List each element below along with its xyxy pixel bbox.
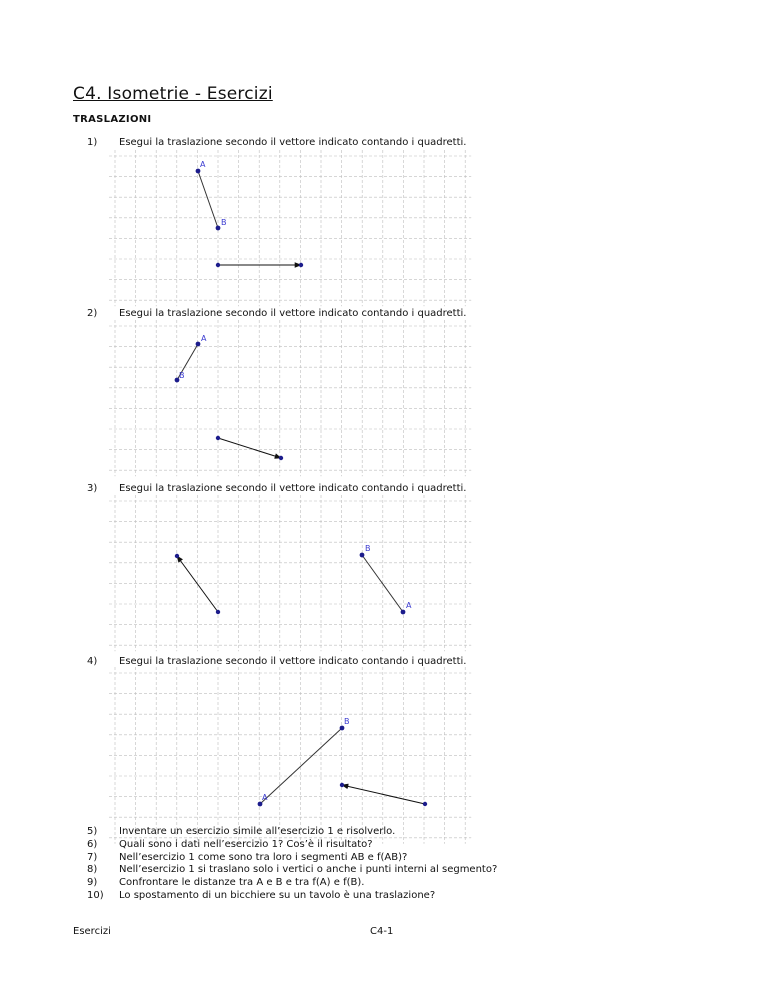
page-number: C4-1 <box>370 926 394 937</box>
list-item <box>87 864 497 877</box>
grid-1 <box>109 150 471 306</box>
point-a <box>196 342 201 347</box>
label-a: A <box>262 793 268 802</box>
page-title: C4. Isometrie - Esercizi <box>73 84 273 104</box>
translation-vector <box>342 785 425 804</box>
question-text: Nell’esercizio 1 si traslano solo i vertici o anche i punti interni al segmento? <box>119 864 498 876</box>
figure-2 <box>175 334 284 460</box>
label-a: A <box>200 160 206 169</box>
exercise-text: Esegui la traslazione secondo il vettore indicato contando i quadretti. <box>119 308 467 319</box>
vector-tail-point <box>216 263 220 267</box>
segment-ab <box>260 728 342 804</box>
list-item <box>87 877 497 890</box>
label-b: B <box>365 544 371 553</box>
question-text: Confrontare le distanze tra A e B e tra f(A) e f(B). <box>119 877 365 889</box>
question-number: 5) <box>87 826 98 837</box>
segment-ab <box>198 171 218 228</box>
point-a <box>258 802 263 807</box>
exercise-number: 2) <box>87 308 98 319</box>
translation-vector <box>218 438 281 458</box>
list-item <box>87 890 497 903</box>
vector-tail-point <box>216 610 220 614</box>
label-b: B <box>344 717 350 726</box>
figure-1 <box>196 160 304 267</box>
grid-2 <box>109 320 471 476</box>
point-a <box>196 169 201 174</box>
question-text: Nell’esercizio 1 come sono tra loro i segmenti AB e f(AB)? <box>119 851 408 863</box>
point-b <box>216 226 221 231</box>
question-number: 9) <box>87 877 98 889</box>
vector-tail-point <box>216 436 220 440</box>
footer-label: Esercizi <box>73 926 111 937</box>
grid-3 <box>109 495 471 651</box>
question-text: Inventare un esercizio simile all’esercizio 1 e risolverlo. <box>119 826 396 837</box>
list-item <box>87 826 497 839</box>
point-b <box>360 553 365 558</box>
label-a: A <box>406 601 412 610</box>
vector-tail-point <box>423 802 427 806</box>
question-text: Lo spostamento di un bicchiere su un tavolo è una traslazione? <box>119 889 436 901</box>
question-text: Quali sono i dati nell’esercizio 1? Cos’è il risultato? <box>119 838 373 850</box>
question-list <box>87 826 497 903</box>
exercise-number: 3) <box>87 483 98 494</box>
vector-head-point <box>279 456 283 460</box>
question-number: 7) <box>87 851 98 863</box>
vector-head-point <box>175 554 179 558</box>
exercise-text: Esegui la traslazione secondo il vettore indicato contando i quadretti. <box>119 137 467 148</box>
exercise-number: 1) <box>87 137 98 148</box>
exercise-text: Esegui la traslazione secondo il vettore indicato contando i quadretti. <box>119 656 467 667</box>
list-item <box>87 852 497 865</box>
label-b: B <box>179 371 185 380</box>
question-number: 6) <box>87 838 98 850</box>
exercise-text: Esegui la traslazione secondo il vettore indicato contando i quadretti. <box>119 483 467 494</box>
vector-head-point <box>299 263 303 267</box>
question-number: 10) <box>87 889 104 901</box>
question-number: 8) <box>87 864 98 876</box>
translation-vector <box>177 556 218 612</box>
list-item <box>87 839 497 852</box>
label-a: A <box>201 334 207 343</box>
grid-4 <box>109 667 471 844</box>
vector-head-point <box>340 783 344 787</box>
exercise-number: 4) <box>87 656 98 667</box>
point-b <box>340 726 345 731</box>
section-heading: TRASLAZIONI <box>73 114 152 125</box>
figure-4 <box>258 717 428 806</box>
label-b: B <box>221 218 227 227</box>
point-a <box>401 610 406 615</box>
